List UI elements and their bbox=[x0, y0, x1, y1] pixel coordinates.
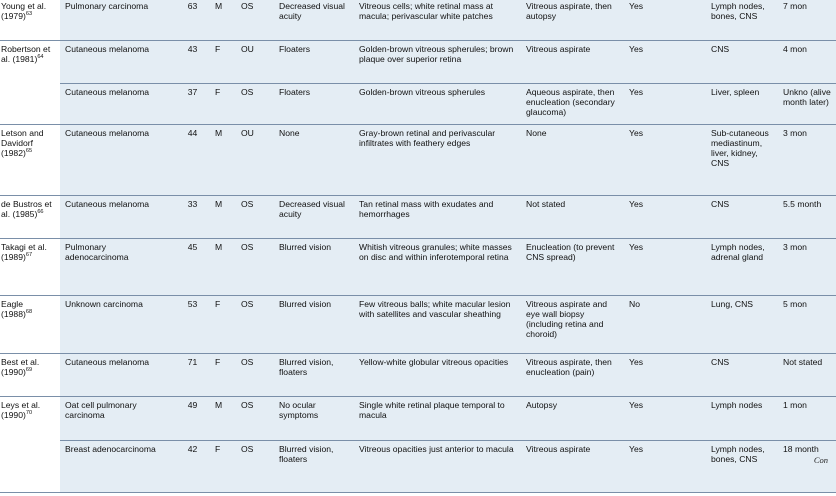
study-name: Takagi et al. (1989) bbox=[1, 241, 47, 262]
cell-sex: F bbox=[210, 440, 236, 492]
cell-mets: Lymph nodes, adrenal gland bbox=[706, 238, 778, 295]
cell-sex: M bbox=[210, 195, 236, 238]
study-name: Young et al. (1979) bbox=[1, 1, 47, 22]
cell-study bbox=[0, 195, 60, 238]
cell-survival: Not stated bbox=[778, 353, 836, 396]
cell-known: Yes bbox=[624, 238, 706, 295]
cell-diagnosis: Aqueous aspirate, then enucleation (secondary glaucoma) bbox=[521, 83, 624, 124]
cell-symptoms: None bbox=[274, 124, 354, 195]
cell-eye: OS bbox=[236, 238, 274, 295]
cell-diagnosis: Enucleation (to prevent CNS spread) bbox=[521, 238, 624, 295]
cell-mets: Lung, CNS bbox=[706, 295, 778, 353]
reference-number: 68 bbox=[25, 308, 33, 315]
cell-study bbox=[0, 353, 60, 396]
cell-survival: 5 mon bbox=[778, 295, 836, 353]
cell-survival: Unkno (alive month later) bbox=[778, 83, 836, 124]
cell-eye: OS bbox=[236, 440, 274, 492]
cell-survival: 7 mon bbox=[778, 0, 836, 40]
cell-study bbox=[0, 396, 60, 440]
cell-study bbox=[0, 124, 60, 195]
cell-age: 44 bbox=[175, 124, 210, 195]
reference-number: 63 bbox=[25, 11, 33, 18]
cell-symptoms: Blurred vision, floaters bbox=[274, 353, 354, 396]
cell-age: 45 bbox=[175, 238, 210, 295]
table-row bbox=[0, 195, 836, 238]
cell-age: 49 bbox=[175, 396, 210, 440]
cell-known: Yes bbox=[624, 0, 706, 40]
cell-eye: OS bbox=[236, 83, 274, 124]
cell-survival: 3 mon bbox=[778, 238, 836, 295]
reference-number: 66 bbox=[37, 208, 44, 215]
cell-age: 63 bbox=[175, 0, 210, 40]
cell-symptoms: Decreased visual acuity bbox=[274, 195, 354, 238]
cell-diagnosis: Autopsy bbox=[521, 396, 624, 440]
cell-findings: Tan retinal mass with exudates and hemorrhages bbox=[354, 195, 521, 238]
cell-sex: F bbox=[210, 353, 236, 396]
cell-known: Yes bbox=[624, 124, 706, 195]
cell-mets: CNS bbox=[706, 195, 778, 238]
cell-primary: Pulmonary adenocarcinoma bbox=[60, 238, 175, 295]
cell-primary: Breast adenocarcinoma bbox=[60, 440, 175, 492]
cell-diagnosis: Vitreous aspirate bbox=[521, 440, 624, 492]
cell-eye: OS bbox=[236, 195, 274, 238]
cell-age: 53 bbox=[175, 295, 210, 353]
cell-symptoms: No ocular symptoms bbox=[274, 396, 354, 440]
study-name: de Bustros et al. (1985) bbox=[1, 198, 52, 219]
cell-sex: M bbox=[210, 0, 236, 40]
cell-study bbox=[0, 83, 60, 124]
cell-mets: Lymph nodes, bones, CNS bbox=[706, 440, 778, 492]
cell-eye: OS bbox=[236, 396, 274, 440]
reference-number: 64 bbox=[37, 53, 44, 60]
cell-findings: Single white retinal plaque temporal to macula bbox=[354, 396, 521, 440]
cell-eye: OU bbox=[236, 40, 274, 83]
table-row bbox=[0, 83, 836, 124]
cell-eye: OS bbox=[236, 0, 274, 40]
cell-diagnosis: None bbox=[521, 124, 624, 195]
continued-footer: Con bbox=[813, 455, 828, 465]
cell-findings: Vitreous opacities just anterior to macula bbox=[354, 440, 521, 492]
cell-study bbox=[0, 238, 60, 295]
cell-primary: Cutaneous melanoma bbox=[60, 83, 175, 124]
cell-symptoms: Blurred vision bbox=[274, 295, 354, 353]
cell-symptoms: Blurred vision bbox=[274, 238, 354, 295]
table-row bbox=[0, 440, 836, 492]
cell-eye: OS bbox=[236, 353, 274, 396]
study-name: Letson and Davidorf (1982) bbox=[1, 127, 44, 158]
cell-findings: Yellow-white globular vitreous opacities bbox=[354, 353, 521, 396]
cell-known: Yes bbox=[624, 396, 706, 440]
cell-study bbox=[0, 40, 60, 83]
cell-age: 71 bbox=[175, 353, 210, 396]
table-row bbox=[0, 295, 836, 353]
cell-mets: Liver, spleen bbox=[706, 83, 778, 124]
cell-symptoms: Blurred vision, floaters bbox=[274, 440, 354, 492]
cell-known: Yes bbox=[624, 440, 706, 492]
study-name: Leys et al. (1990) bbox=[1, 399, 41, 420]
cell-primary: Oat cell pulmonary carcinoma bbox=[60, 396, 175, 440]
cell-sex: M bbox=[210, 124, 236, 195]
reference-number: 69 bbox=[25, 366, 33, 373]
cell-findings: Vitreous cells; white retinal mass at macula; perivascular white patches bbox=[354, 0, 521, 40]
cell-survival: 3 mon bbox=[778, 124, 836, 195]
cell-diagnosis: Vitreous aspirate, then enucleation (pain) bbox=[521, 353, 624, 396]
cell-findings: Whitish vitreous granules; white masses on disc and within inferotemporal retina bbox=[354, 238, 521, 295]
table-row bbox=[0, 238, 836, 295]
cell-known: Yes bbox=[624, 353, 706, 396]
cell-known: Yes bbox=[624, 195, 706, 238]
cell-age: 33 bbox=[175, 195, 210, 238]
cell-study bbox=[0, 440, 60, 492]
cell-findings: Gray-brown retinal and perivascular infiltrates with feathery edges bbox=[354, 124, 521, 195]
cell-mets: Lymph nodes bbox=[706, 396, 778, 440]
reference-number: 67 bbox=[25, 251, 33, 258]
cell-mets: CNS bbox=[706, 353, 778, 396]
cell-diagnosis: Not stated bbox=[521, 195, 624, 238]
cell-sex: F bbox=[210, 40, 236, 83]
cell-primary: Unknown carcinoma bbox=[60, 295, 175, 353]
cell-diagnosis: Vitreous aspirate and eye wall biopsy (including retina and choroid) bbox=[521, 295, 624, 353]
cell-sex: F bbox=[210, 295, 236, 353]
cell-study bbox=[0, 295, 60, 353]
cell-symptoms: Decreased visual acuity bbox=[274, 0, 354, 40]
cell-survival: 1 mon bbox=[778, 396, 836, 440]
cell-symptoms: Floaters bbox=[274, 83, 354, 124]
cell-primary: Pulmonary carcinoma bbox=[60, 0, 175, 40]
study-name: Best et al. (1990) bbox=[1, 356, 40, 377]
study-name: Eagle (1988) bbox=[1, 298, 26, 319]
cell-mets: CNS bbox=[706, 40, 778, 83]
cell-primary: Cutaneous melanoma bbox=[60, 195, 175, 238]
table-row bbox=[0, 396, 836, 440]
cell-findings: Golden-brown vitreous spherules; brown plaque over superior retina bbox=[354, 40, 521, 83]
cell-sex: M bbox=[210, 238, 236, 295]
table-row bbox=[0, 124, 836, 195]
cell-primary: Cutaneous melanoma bbox=[60, 124, 175, 195]
cell-diagnosis: Vitreous aspirate, then autopsy bbox=[521, 0, 624, 40]
cell-sex: M bbox=[210, 396, 236, 440]
cell-known: No bbox=[624, 295, 706, 353]
table-row bbox=[0, 353, 836, 396]
cell-sex: F bbox=[210, 83, 236, 124]
table-row bbox=[0, 0, 836, 40]
reference-number: 70 bbox=[25, 409, 33, 416]
cell-eye: OU bbox=[236, 124, 274, 195]
cell-known: Yes bbox=[624, 83, 706, 124]
cell-diagnosis: Vitreous aspirate bbox=[521, 40, 624, 83]
cell-findings: Golden-brown vitreous spherules bbox=[354, 83, 521, 124]
cell-survival: 18 month bbox=[778, 440, 836, 492]
cell-findings: Few vitreous balls; white macular lesion with satellites and vascular sheathing bbox=[354, 295, 521, 353]
cell-mets: Lymph nodes, bones, CNS bbox=[706, 0, 778, 40]
cell-survival: 4 mon bbox=[778, 40, 836, 83]
cell-primary: Cutaneous melanoma bbox=[60, 40, 175, 83]
cell-mets: Sub-cutaneous mediastinum, liver, kidney, CNS bbox=[706, 124, 778, 195]
cell-age: 37 bbox=[175, 83, 210, 124]
cell-survival: 5.5 month bbox=[778, 195, 836, 238]
cell-study bbox=[0, 0, 60, 40]
cell-eye: OS bbox=[236, 295, 274, 353]
cell-primary: Cutaneous melanoma bbox=[60, 353, 175, 396]
table-row bbox=[0, 40, 836, 83]
cell-known: Yes bbox=[624, 40, 706, 83]
cell-age: 42 bbox=[175, 440, 210, 492]
reference-number: 65 bbox=[25, 147, 33, 154]
cell-age: 43 bbox=[175, 40, 210, 83]
study-name: Robertson et al. (1981) bbox=[1, 43, 51, 64]
cell-symptoms: Floaters bbox=[274, 40, 354, 83]
